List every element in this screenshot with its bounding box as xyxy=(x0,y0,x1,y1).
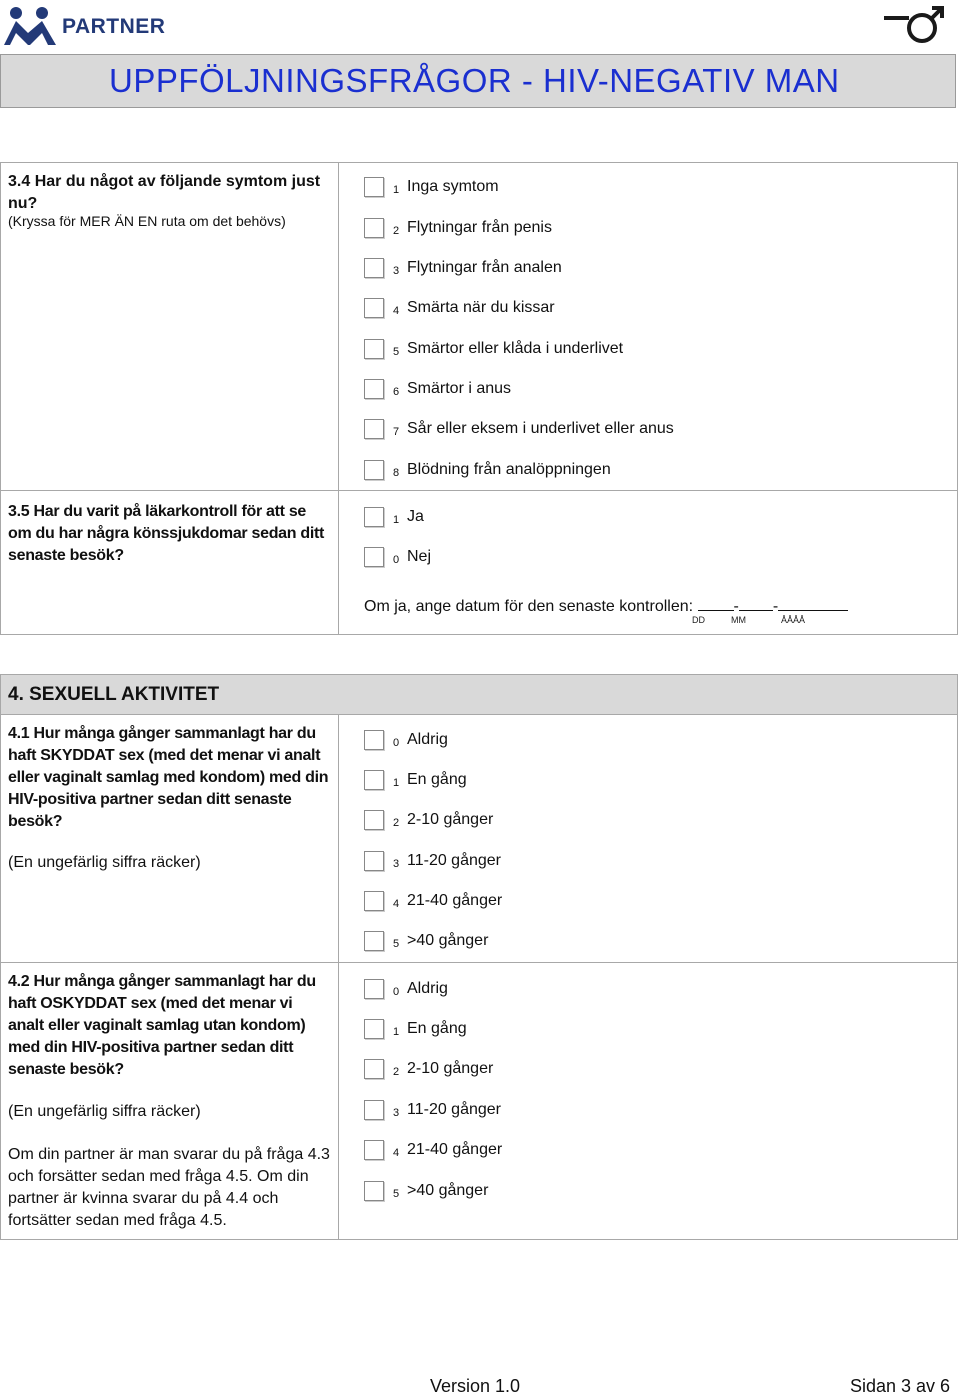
option-row xyxy=(364,338,623,360)
option-row xyxy=(364,1018,467,1040)
checkbox[interactable] xyxy=(364,460,384,480)
option-row xyxy=(364,176,499,198)
option-row xyxy=(364,297,555,319)
option-label: Smärtor i anus xyxy=(407,380,512,397)
checkbox[interactable] xyxy=(364,810,384,830)
option-row xyxy=(364,890,502,912)
partner-logo xyxy=(2,4,165,50)
option-row xyxy=(364,459,611,481)
option-label: 21-40 gånger xyxy=(407,892,503,909)
date-separator: - xyxy=(733,598,739,615)
option-code: 7 xyxy=(392,426,400,438)
option-row xyxy=(364,1099,501,1121)
option-code: 8 xyxy=(392,467,400,479)
question-text-line: besök? xyxy=(8,813,63,830)
question-text-line: HIV-positiva partner sedan ditt senaste xyxy=(8,791,292,808)
question-text-line: eller vaginalt samlag med kondom) med din xyxy=(8,769,329,786)
question-text-line: analt eller vaginalt samlag utan kondom) xyxy=(8,1017,306,1034)
checkbox[interactable] xyxy=(364,507,384,527)
question-instruction: (Kryssa för MER ÄN EN ruta om det behövs) xyxy=(8,213,286,229)
checkbox[interactable] xyxy=(364,770,384,790)
option-code: 4 xyxy=(392,898,400,910)
option-label: Aldrig xyxy=(407,980,448,997)
option-row xyxy=(364,506,424,528)
question-text-line: 4.2 Hur många gånger sammanlagt har du xyxy=(8,973,316,990)
option-code: 2 xyxy=(392,225,400,237)
question-text-line: senaste besök? xyxy=(8,547,124,564)
option-label: 11-20 gånger xyxy=(407,1101,501,1118)
question-text-line: med din HIV-positiva partner sedan ditt xyxy=(8,1039,294,1056)
option-label: Ja xyxy=(407,508,424,525)
option-row xyxy=(364,546,431,568)
option-label: >40 gånger xyxy=(407,932,489,949)
checkbox[interactable] xyxy=(364,851,384,871)
option-label: Nej xyxy=(407,548,432,565)
option-label: En gång xyxy=(407,1020,467,1037)
logo-text: PARTNER xyxy=(62,15,166,38)
option-label: Blödning från analöppningen xyxy=(407,461,611,478)
checkbox[interactable] xyxy=(364,1019,384,1039)
question-4-1 xyxy=(0,714,958,963)
option-row xyxy=(364,850,501,872)
checkbox[interactable] xyxy=(364,891,384,911)
option-code: 1 xyxy=(392,1026,400,1038)
checkbox[interactable] xyxy=(364,258,384,278)
option-code: 5 xyxy=(392,938,400,950)
option-label: Flytningar från penis xyxy=(407,219,552,236)
option-row xyxy=(364,978,448,1000)
checkbox[interactable] xyxy=(364,177,384,197)
option-row xyxy=(364,378,511,400)
checkbox[interactable] xyxy=(364,298,384,318)
option-code: 0 xyxy=(392,554,400,566)
checkbox[interactable] xyxy=(364,379,384,399)
checkbox[interactable] xyxy=(364,931,384,951)
question-text-line: 4.1 Hur många gånger sammanlagt har du xyxy=(8,725,316,742)
option-label: Inga symtom xyxy=(407,178,499,195)
option-code: 4 xyxy=(392,305,400,317)
question-column xyxy=(1,963,339,1239)
date-day-label: DD xyxy=(692,615,705,625)
option-label: 21-40 gånger xyxy=(407,1141,503,1158)
option-code: 1 xyxy=(392,184,400,196)
page-header xyxy=(0,0,960,60)
instruction-line: fortsätter sedan med fråga 4.5. xyxy=(8,1212,227,1229)
date-field xyxy=(364,596,848,616)
date-prompt: Om ja, ange datum för den senaste kontrollen: xyxy=(364,598,694,615)
option-code: 0 xyxy=(392,737,400,749)
option-label: Aldrig xyxy=(407,731,448,748)
gender-symbol-icon xyxy=(882,4,952,48)
checkbox[interactable] xyxy=(364,1059,384,1079)
option-label: Sår eller eksem i underlivet eller anus xyxy=(407,420,674,437)
checkbox[interactable] xyxy=(364,547,384,567)
partner-logo-icon xyxy=(2,5,60,49)
page-title: UPPFÖLJNINGSFRÅGOR - HIV-NEGATIV MAN xyxy=(109,62,840,99)
version-label: Version 1.0 xyxy=(430,1376,521,1396)
option-code: 5 xyxy=(392,346,400,358)
question-column xyxy=(1,163,339,490)
option-label: 11-20 gånger xyxy=(407,852,501,869)
option-code: 2 xyxy=(392,1066,400,1078)
option-row xyxy=(364,729,448,751)
question-note: (En ungefärlig siffra räcker) xyxy=(8,1103,201,1120)
question-note: (En ungefärlig siffra räcker) xyxy=(8,854,201,871)
option-label: Smärtor eller klåda i underlivet xyxy=(407,340,624,357)
question-text-line: senaste besök? xyxy=(8,1061,124,1078)
checkbox[interactable] xyxy=(364,218,384,238)
question-column xyxy=(1,715,339,962)
option-label: 2-10 gånger xyxy=(407,811,494,828)
date-day-input[interactable] xyxy=(698,596,734,611)
question-text-line: haft OSKYDDAT sex (med det menar vi xyxy=(8,995,293,1012)
option-code: 2 xyxy=(392,817,400,829)
question-text-line: om du har några könssjukdomar sedan ditt xyxy=(8,525,325,542)
date-year-label: ÅÅÅÅ xyxy=(781,615,806,625)
question-column xyxy=(1,491,339,634)
option-row xyxy=(364,257,562,279)
option-label: >40 gånger xyxy=(407,1182,489,1199)
date-year-input[interactable] xyxy=(778,596,848,611)
option-code: 1 xyxy=(392,514,400,526)
option-row xyxy=(364,769,467,791)
instruction-line: Om din partner är man svarar du på fråga 4.3 xyxy=(8,1146,330,1163)
checkbox[interactable] xyxy=(364,1100,384,1120)
question-text-line: 3.4 Har du något av följande symtom just xyxy=(8,173,321,190)
option-code: 3 xyxy=(392,265,400,277)
section-header xyxy=(0,674,958,715)
title-bar xyxy=(0,54,956,108)
option-code: 3 xyxy=(392,1107,400,1119)
option-row xyxy=(364,418,674,440)
option-row xyxy=(364,1058,493,1080)
checkbox[interactable] xyxy=(364,339,384,359)
checkbox[interactable] xyxy=(364,979,384,999)
option-row xyxy=(364,809,493,831)
option-label: Flytningar från analen xyxy=(407,259,562,276)
question-3-4 xyxy=(0,162,958,491)
instruction-line: partner är kvinna svarar du på 4.4 och xyxy=(8,1190,279,1207)
section-title: 4. SEXUELL AKTIVITET xyxy=(8,683,220,705)
option-code: 1 xyxy=(392,777,400,789)
option-row xyxy=(364,1180,488,1202)
checkbox[interactable] xyxy=(364,1140,384,1160)
option-code: 6 xyxy=(392,386,400,398)
option-code: 5 xyxy=(392,1188,400,1200)
date-month-label: MM xyxy=(731,615,746,625)
option-label: Smärta när du kissar xyxy=(407,299,555,316)
option-label: 2-10 gånger xyxy=(407,1060,494,1077)
option-label: En gång xyxy=(407,771,467,788)
page-number: Sidan 3 av 6 xyxy=(850,1376,951,1396)
option-row xyxy=(364,1139,502,1161)
checkbox[interactable] xyxy=(364,419,384,439)
checkbox[interactable] xyxy=(364,730,384,750)
option-code: 0 xyxy=(392,986,400,998)
checkbox[interactable] xyxy=(364,1181,384,1201)
instruction-line: och forsätter sedan med fråga 4.5. Om din xyxy=(8,1168,309,1185)
option-row xyxy=(364,930,488,952)
question-text-line: 3.5 Har du varit på läkarkontroll för att se xyxy=(8,503,307,520)
date-month-input[interactable] xyxy=(739,596,773,611)
question-text-line: haft SKYDDAT sex (med det menar vi analt xyxy=(8,747,321,764)
option-code: 3 xyxy=(392,858,400,870)
question-text-line: nu? xyxy=(8,195,38,212)
option-code: 4 xyxy=(392,1147,400,1159)
date-separator: - xyxy=(772,598,779,615)
option-row xyxy=(364,217,552,239)
